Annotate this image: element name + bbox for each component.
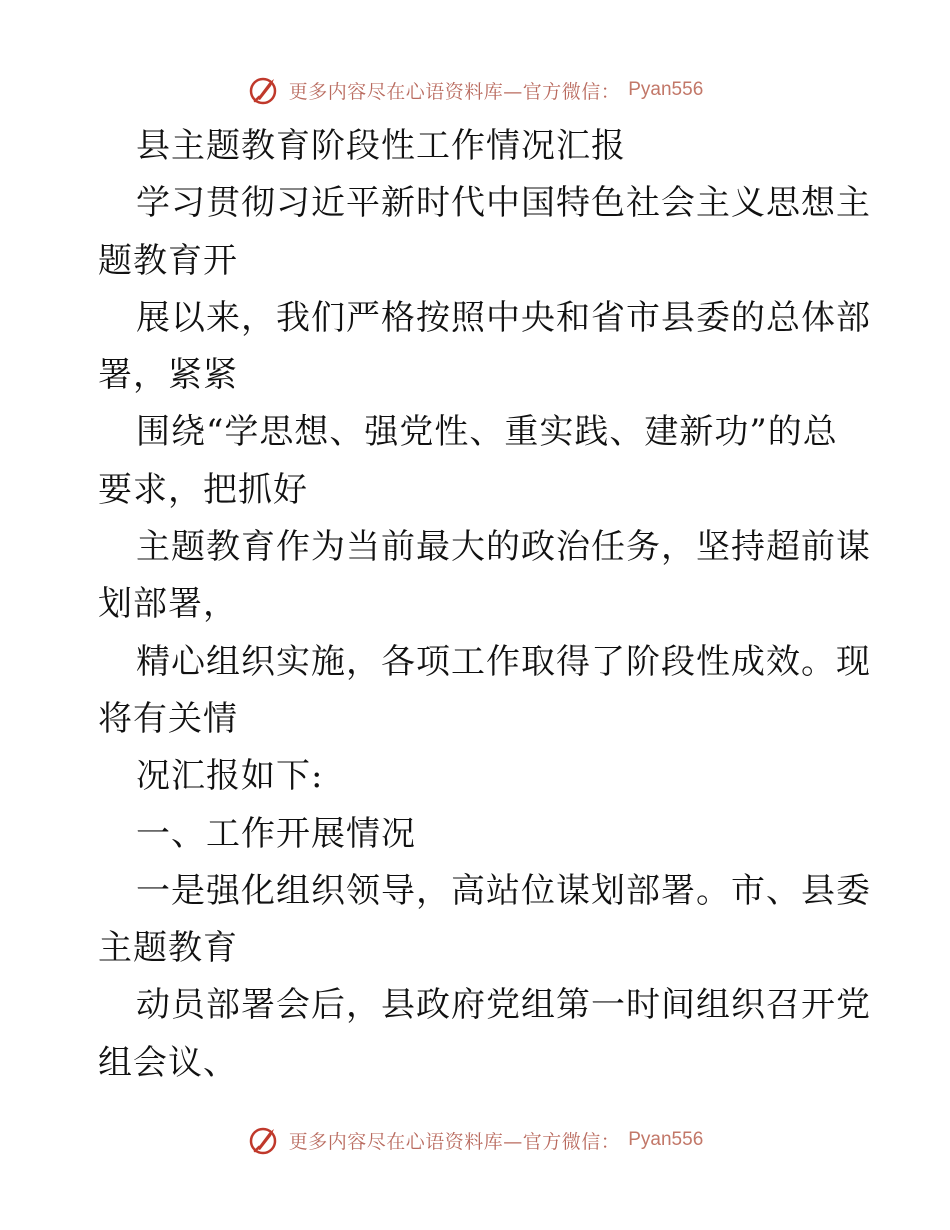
document-line: 动员部署会后，县政府党组第一时间组织召开党 xyxy=(136,985,871,1026)
document-line: 划部署， xyxy=(98,584,238,625)
document-line: 况汇报如下: xyxy=(136,756,324,797)
document-line: 展以来，我们严格按照中央和省市县委的总体部 xyxy=(136,297,871,338)
document-body xyxy=(98,118,871,1092)
document-line: 一是强化组织领导，高站位谋划部署。市、县委 xyxy=(136,870,871,911)
document-line: 要求，把抓好 xyxy=(98,469,308,510)
document-line: 署，紧紧 xyxy=(98,355,238,396)
document-line: 县主题教育阶段性工作情况汇报 xyxy=(136,126,626,166)
banner-wechat-handle: Pyan556 xyxy=(628,1129,704,1150)
document-line: 精心组织实施，各项工作取得了阶段性成效。现 xyxy=(136,641,871,682)
quill-pen-logo-icon xyxy=(247,73,281,107)
footer-watermark-banner xyxy=(0,1120,950,1160)
document-line: 题教育开 xyxy=(98,240,238,281)
banner-text: 更多内容尽在心语资料库—官方微信： xyxy=(288,80,621,103)
document-line: 主题教育作为当前最大的政治任务，坚持超前谋 xyxy=(136,527,871,568)
document-line: 一、工作开展情况 xyxy=(136,813,416,854)
banner-wechat-handle: Pyan556 xyxy=(628,79,704,100)
document-line: 围绕“学思想、强党性、重实践、建新功”的总 xyxy=(136,412,838,453)
document-line: 组会议、 xyxy=(98,1042,238,1083)
document-line: 将有关情 xyxy=(98,698,238,739)
banner-text: 更多内容尽在心语资料库—官方微信： xyxy=(288,1130,621,1153)
quill-pen-logo-icon xyxy=(247,1123,281,1157)
header-watermark-banner xyxy=(0,70,950,110)
document-line: 主题教育 xyxy=(98,928,238,969)
document-line: 学习贯彻习近平新时代中国特色社会主义思想主 xyxy=(136,183,871,224)
